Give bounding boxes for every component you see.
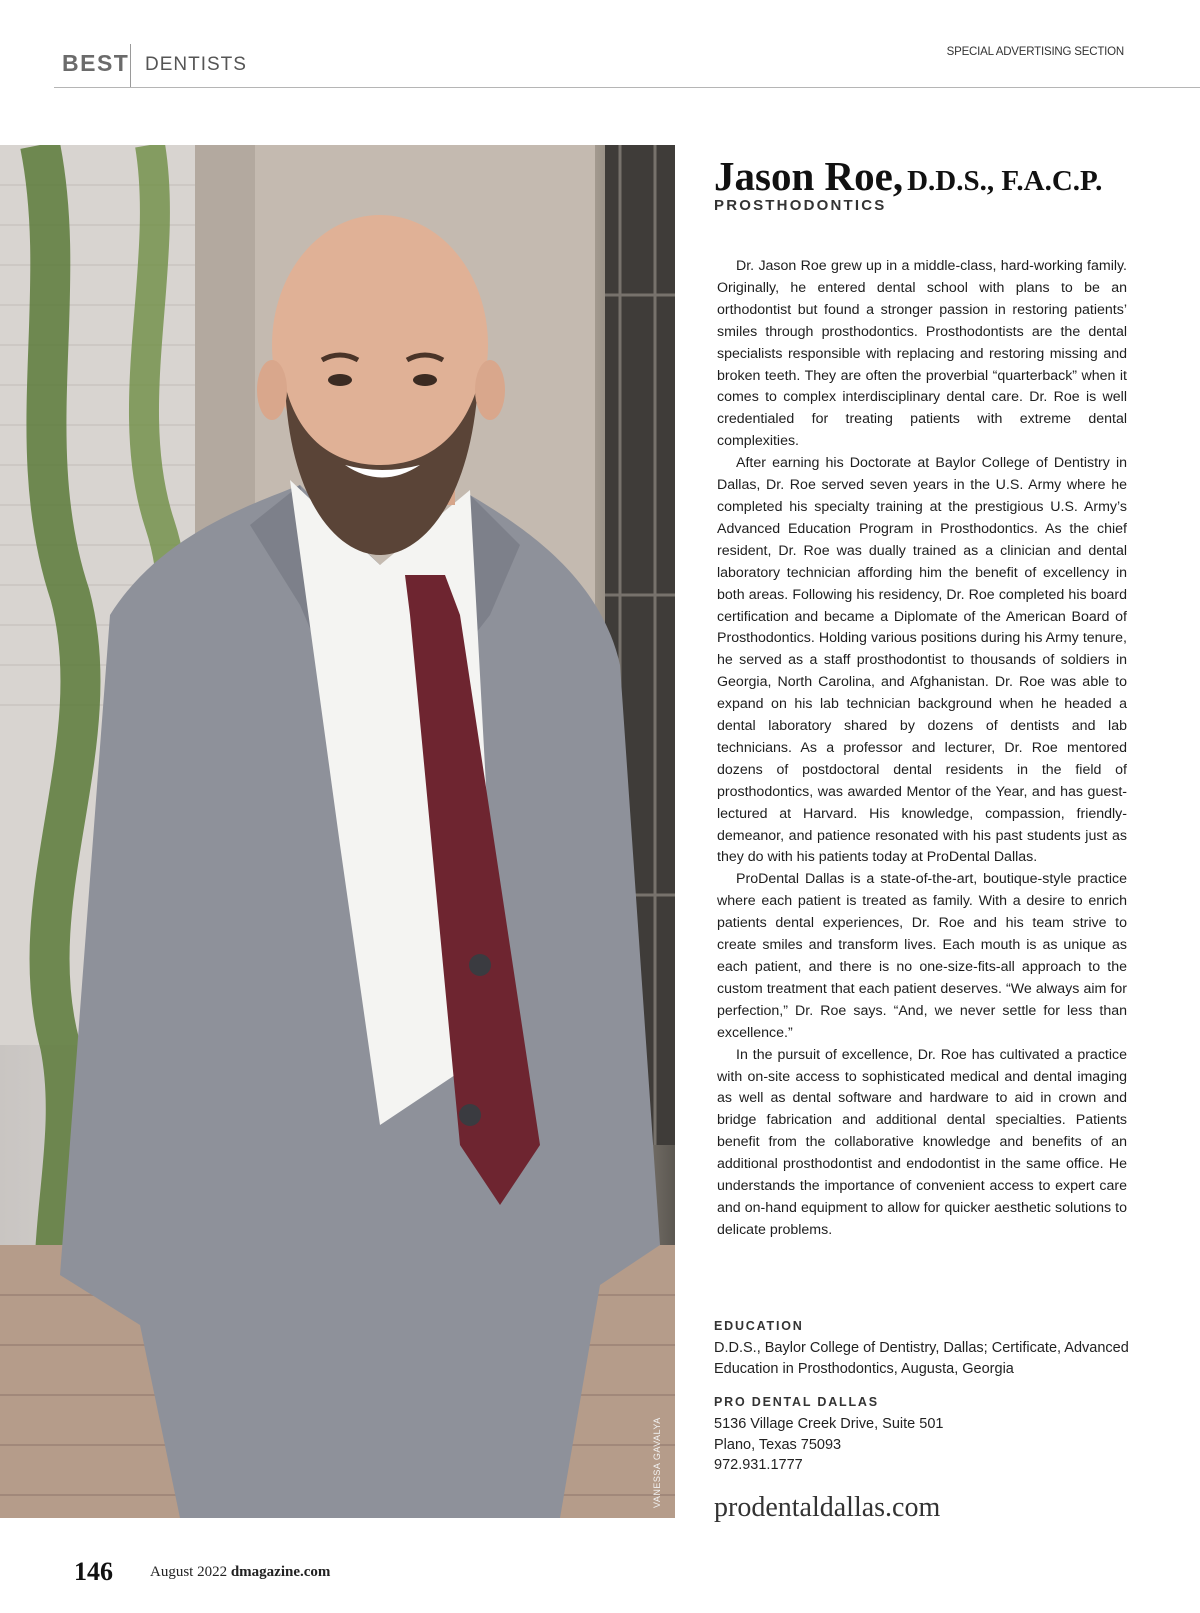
bio-paragraph: After earning his Doctorate at Baylor College of Dentistry in Dallas, Dr. Roe served seven years in the U.S. Army where he completed his specialty training at the prestigious U.S. Army’s Advanced Education Program in Prosthodontics. As the chief resident, Dr. Roe was dually trained as a clinician and dental laboratory technician affording him the benefit of excellency in both areas. Following his residency, Dr. Roe completed his board certification and became a Diplomate of the American Board of Prosthodontics. Holding various positions during his Army tenure, he served as a staff prosthodontist to thousands of soldiers in Georgia, North Carolina, and Afghanistan. Dr. Roe was able to expand on his lab technician background when he headed a dental laboratory shared by dozens of dentists and lab technicians. As a professor and lecturer, Dr. Roe mentored dozens of postdoctoral dental residents in the field of prosthodontics, was awarded Mentor of the Year, and has guest-lectured at Harvard. His knowledge, compassion, friendly-demeanor, and patience resonated with his past students just as they do with his patients today at ProDental Dallas.	[717, 455, 1127, 866]
office-address	[714, 1414, 943, 1476]
phone-number[interactable]: 972.931.1777	[714, 1457, 803, 1473]
bio-paragraph: In the pursuit of excellence, Dr. Roe has cultivated a practice with on-site access to sophisticated medical and dental imaging as well as dental software and hardware to aid in crown and bridge fabrication and additional dental specialties. Patients benefit from the collaborative knowledge and benefits of an additional prosthodontist and endodontist in the same office. He understands the importance of convenient access to expert care and on-hand equipment to allow for quicker aesthetic solutions to delicate problems.	[717, 1046, 1127, 1238]
advertising-note: SPECIAL ADVERTISING SECTION	[946, 46, 1124, 58]
bio-paragraph: ProDental Dallas is a state-of-the-art, boutique-style practice where each patient is treated as family. With a desire to enrich patients dental experiences, Dr. Roe and his team strive to create smiles and transform lives. Each mouth is as unique as each patient, and there is no one-size-fits-all approach to the custom treatment that each patient deserves. “We always aim for perfection,” Dr. Roe says. “And, we never settle for less than excellence.”	[717, 871, 1127, 1041]
section-label-best: BEST	[62, 50, 130, 76]
bio-text	[717, 256, 1127, 1242]
education-text: D.D.S., Baylor College of Dentistry, Dallas; Certificate, Advanced Education in Prosthodontics, Augusta, Georgia	[714, 1340, 1129, 1377]
doctor-credentials: D.D.S., F.A.C.P.	[907, 165, 1103, 197]
address-line-1: 5136 Village Creek Drive, Suite 501	[714, 1416, 944, 1432]
magazine-site: dmagazine.com	[230, 1564, 331, 1580]
header-rule	[54, 87, 1200, 88]
specialty-label: PROSTHODONTICS	[714, 197, 887, 214]
doctor-name-main: Jason Roe,	[714, 153, 904, 199]
office-heading: PRO DENTAL DALLAS	[714, 1395, 879, 1409]
bio-paragraph: Dr. Jason Roe grew up in a middle-class, hard-working family. Originally, he entered dental school with plans to be an orthodontist but found a stronger passion in restoring patients’ smiles through prosthodontics. Prosthodontists are the dental specialists responsible with replacing and restoring missing and broken teeth. They are often the proverbial “quarterback” when it comes to complex interdisciplinary dental care. Dr. Roe is well credentialed for treating patients with extreme dental complexities.	[717, 258, 1127, 450]
issue-info	[150, 1564, 330, 1581]
portrait-photo	[0, 145, 675, 1518]
doctor-name	[714, 152, 1102, 200]
issue-date: August 2022	[150, 1564, 228, 1580]
website-link[interactable]: prodentaldallas.com	[714, 1492, 941, 1523]
header-divider	[130, 44, 131, 88]
page-number: 146	[74, 1557, 113, 1586]
education-heading: EDUCATION	[714, 1319, 804, 1333]
address-line-2: Plano, Texas 75093	[714, 1436, 842, 1453]
section-label-dentists: DENTISTS	[145, 54, 247, 75]
photo-credit: VANESSA GAVALYA	[652, 1417, 662, 1508]
